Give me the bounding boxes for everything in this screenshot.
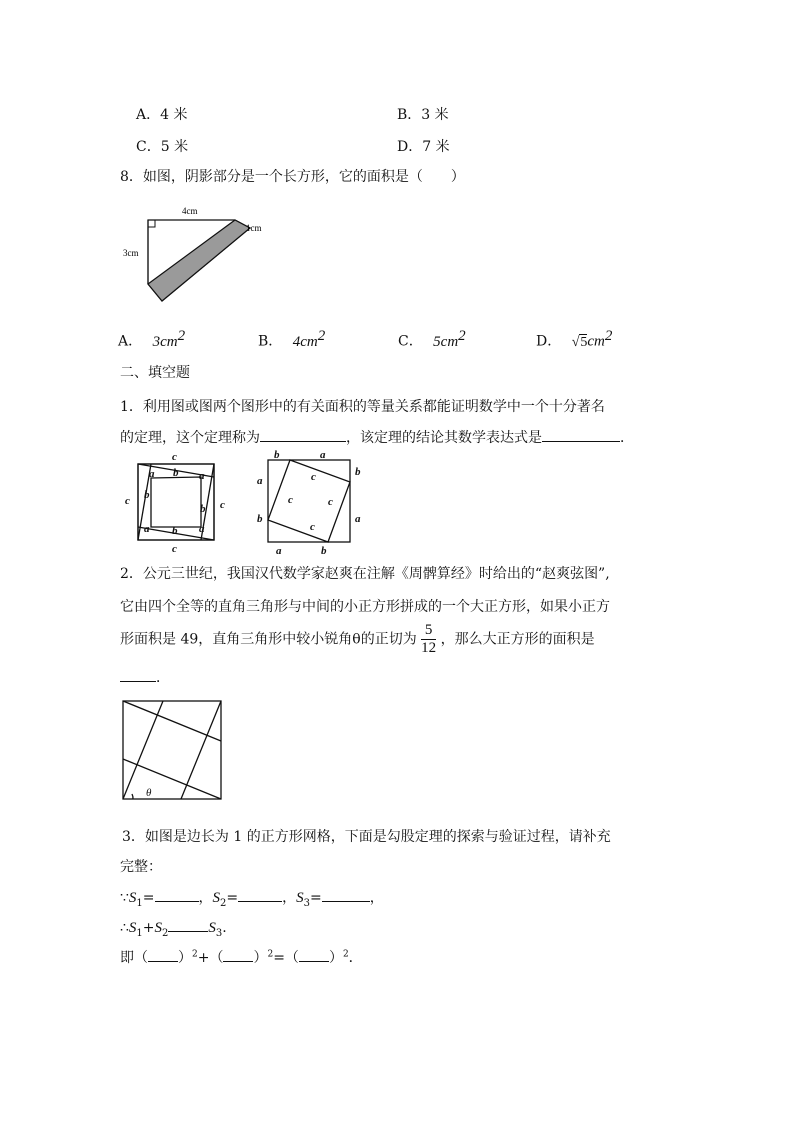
p1-fig-label: b [355,466,361,478]
p1-fig-label: a [199,523,205,535]
q8-option-c: C． $5cm^2$ [398,328,466,350]
section-title: 二、填空题 [120,365,190,381]
p3-line2: 完整： [120,859,162,875]
p2-line4: ． [120,666,170,687]
s1-blank[interactable] [155,886,199,902]
p2-blank[interactable] [120,666,156,682]
p2-line2: 它由四个全等的直角三角形与中间的小正方形拼成的一个大正方形，如果小正方 [120,599,610,615]
q7-option-b: B．3 米 [397,107,449,123]
q7-option-c: C．5 米 [136,139,189,155]
s2-blank[interactable] [238,886,282,902]
p1-fig-label: b [200,503,206,515]
q8-label-right: 1cm [246,223,262,233]
p1-fig-label: c [172,451,177,463]
p2-line3: 形面积是 49，直角三角形中较小锐角θ的正切为 $\frac{5}{12}$ ，那么大正方形的面积是 [120,622,595,656]
p1-fig-label: b [173,467,179,479]
p3-line4: $\therefore S_1+S_2$ $S_3$. [120,916,227,939]
p1-fig-label: c [288,494,293,506]
p1-fig-label: a [199,470,205,482]
p1-fig-label: c [220,499,225,511]
q8-label-top: 4cm [182,206,198,216]
side-a-blank[interactable] [148,946,178,962]
p1-blank-2[interactable] [542,426,620,442]
q8-figure [118,200,278,310]
p3-line5: 即（ ）$^2$+（ ）$^2$=（ ）$^2$． [120,946,363,967]
theta-label: θ [146,787,152,799]
p2-fraction: $\frac{5}{12}$ [421,622,437,656]
p1-fig-label: c [172,543,177,555]
q8-stem: 8．如图，阴影部分是一个长方形，它的面积是（ ） [120,169,465,185]
q8-option-d: D． $√5cm^2$ [536,328,613,350]
p1-fig-label: a [257,475,263,487]
p1-fig-label: c [125,495,130,507]
side-b-blank[interactable] [223,946,253,962]
s3-blank[interactable] [322,886,370,902]
p1-fig-label: b [257,513,263,525]
p1-figures [116,450,366,556]
p1-line2: 的定理，这个定理称为 ，该定理的结论其数学表达式是 ． [120,426,634,447]
p1-fig-label: a [320,450,326,461]
p2-figure [120,698,224,804]
q7-option-d: D．7 米 [397,139,450,155]
p1-fig-label: a [276,545,282,556]
side-c-blank[interactable] [299,946,329,962]
q8-label-left: 3cm [123,248,139,258]
p1-fig-label: b [172,525,178,537]
p1-fig-label: c [310,521,315,533]
relation-blank[interactable] [168,916,208,932]
q8-option-b: B． $4cm^2$ [258,328,326,350]
p3-line3: $\because S_1=$ ，$S_2=$ ，$S_3=$ ， [120,886,384,909]
p1-fig-label: a [149,468,155,480]
p1-fig-label: c [328,496,333,508]
p1-fig-label: b [321,545,327,556]
p1-blank-1[interactable] [260,426,346,442]
p1-line1: 1．利用图或图两个图形中的有关面积的等量关系都能证明数学中一个十分著名 [120,399,605,415]
p1-fig-label: b [144,489,150,501]
p1-fig-label: a [144,523,150,535]
q8-option-a: A． $3cm^2$ [118,328,186,350]
q7-option-a: A．4 米 [136,107,188,123]
p1-fig-label: a [355,513,361,525]
p2-line1: 2．公元三世纪，我国汉代数学家赵爽在注解《周髀算经》时给出的“赵爽弦图”, [120,566,610,582]
p3-line1: 3．如图是边长为 1 的正方形网格，下面是勾股定理的探索与验证过程，请补充 [122,829,611,845]
p1-fig-label: c [311,471,316,483]
p1-fig-label: b [274,450,280,461]
